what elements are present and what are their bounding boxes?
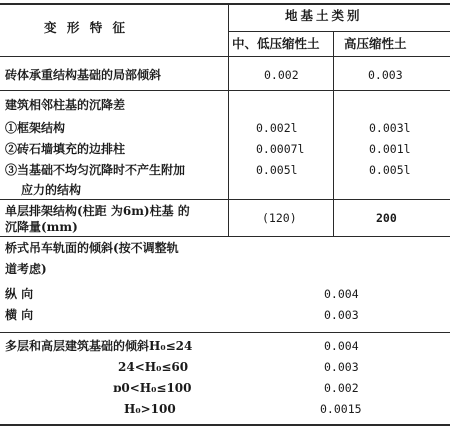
row-brick-edge-v2: 0.001l [369,142,411,156]
row-multistory-r3-label: ɒ0<H₀≤100 [113,381,192,395]
header-soil-category: 地基土类别 [285,8,363,23]
row-single-frame-label-1: 单层排架结构(柱距 为6m)柱基 的 [5,204,190,218]
row-uneven-label-2: 应力的结构 [21,183,82,197]
row-settlement-label: 建筑相邻柱基的沉降差 [5,98,126,112]
row-frame-label: ①框架结构 [5,121,66,135]
row-single-frame-v1: (120) [262,211,297,225]
row-uneven-label-1: ③当基础不均匀沉降时不产生附加 [5,163,186,177]
row-masonry-v2: 0.003 [368,68,403,82]
row-transverse-value: 0.003 [324,308,359,322]
rule-header-mid [228,31,450,32]
row-frame-v2: 0.003l [369,121,411,135]
row-multistory-r2-value: 0.003 [324,360,359,374]
row-single-frame-v2: 200 [376,211,397,225]
rule-header-bottom [0,56,450,57]
rule-row3-bottom [0,236,450,237]
row-brick-edge-v1: 0.0007l [256,142,305,156]
rule-bottom [0,424,450,426]
row-uneven-v2: 0.005l [369,163,411,177]
row-multistory-label: 多层和高层建筑基础的倾斜H₀≤24 [5,339,193,353]
rule-row2-bottom [0,199,450,200]
header-col-high: 高压缩性土 [344,36,407,51]
row-longitudinal-value: 0.004 [324,287,359,301]
rule-row4-bottom [0,332,450,333]
row-frame-v1: 0.002l [256,121,298,135]
rule-col-divider-1 [228,4,229,236]
rule-row1-bottom [0,90,450,91]
rule-top [0,3,450,5]
row-crane-label-2: 道考虑) [5,262,47,276]
row-single-frame-label-2: 沉降量(mm) [5,220,78,234]
row-multistory-r3-value: 0.002 [324,381,359,395]
row-multistory-r2-label: 24<H₀≤60 [118,360,189,374]
header-feature: 变 形 特 征 [44,20,129,35]
row-multistory-r4-label: H₀>100 [124,402,176,416]
row-longitudinal-label: 纵 向 [5,287,34,301]
row-transverse-label: 横 向 [5,308,34,322]
row-multistory-r1-value: 0.004 [324,339,359,353]
row-uneven-v1: 0.005l [256,163,298,177]
header-col-medium-low: 中、低压缩性土 [232,36,320,51]
row-brick-edge-label: ②砖石墙填充的边排柱 [5,142,126,156]
row-crane-label-1: 桥式吊车轨面的倾斜(按不调整轨 [5,241,179,255]
row-multistory-r4-value: 0.0015 [320,402,362,416]
row-masonry-label: 砖体承重结构基础的局部倾斜 [5,68,162,82]
row-masonry-v1: 0.002 [264,68,299,82]
rule-col-divider-2 [333,31,334,236]
